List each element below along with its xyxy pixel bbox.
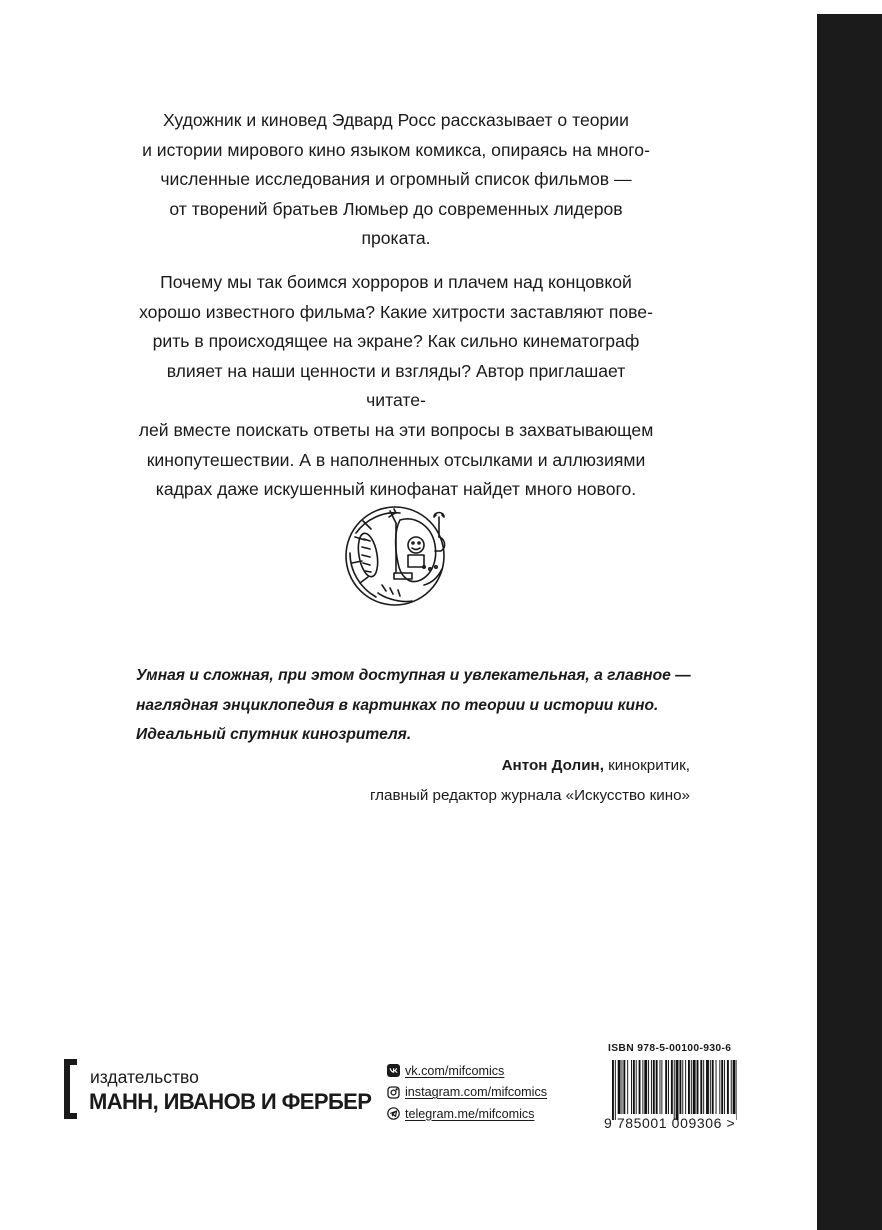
barcode-bar <box>648 1060 649 1114</box>
barcode-bar <box>731 1060 732 1114</box>
description-paragraph-1: Художник и киновед Эдвард Росс рассказывает о теории и истории мирового кино языком комикса, опираясь на много- численные исследования и огромный список фильмов — от творений братьев Люмьер до современных лидеров проката. <box>142 110 650 249</box>
barcode-bar <box>703 1060 704 1114</box>
barcode-bar <box>691 1060 692 1114</box>
barcode-bar <box>612 1060 614 1120</box>
barcode-bar <box>656 1060 658 1114</box>
barcode-bar <box>682 1060 683 1114</box>
barcode-bar <box>700 1060 702 1114</box>
quote-author: Антон Долин, <box>501 757 604 774</box>
social-link-telegram[interactable]: telegram.me/mifcomics <box>387 1103 547 1124</box>
barcode-bar <box>639 1060 641 1114</box>
barcode-bar <box>724 1060 725 1114</box>
barcode-bar <box>676 1060 679 1120</box>
barcode-bar <box>716 1060 717 1114</box>
publisher-label: издательство <box>90 1067 199 1087</box>
barcode-bar <box>668 1060 669 1114</box>
rolling-robot-illustration <box>338 493 478 615</box>
book-description <box>136 106 656 505</box>
barcode-bar <box>710 1060 711 1114</box>
barcode-bar <box>712 1060 714 1114</box>
barcode-bar <box>660 1060 661 1114</box>
barcode-bar <box>651 1060 652 1114</box>
barcode-bar <box>631 1060 632 1114</box>
barcode-bar <box>721 1060 723 1114</box>
isbn-digits: 9 785001 009306 > <box>604 1115 736 1131</box>
barcode-bar <box>697 1060 699 1114</box>
barcode-bar <box>674 1060 675 1120</box>
description-paragraph-2: Почему мы так боимся хорроров и плачем над концовкой хорошо известного фильма? Какие хитрости заставляют пове- рить в происходящее на экране? Как сильно кинематограф влияет на наши ценности и взгляды? Автор приглашает читате- лей вместе поискать ответы на эти вопросы в захватывающем кинопутешествии. А в наполненных отсылками и аллюзиями кадрах даже искушенный кинофанат найдет много нового. <box>138 271 654 500</box>
barcode-bar <box>736 1060 737 1120</box>
barcode-bar <box>719 1060 720 1114</box>
barcode-bar <box>688 1060 690 1114</box>
isbn-label: ISBN 978-5-00100-930-6 <box>608 1043 732 1054</box>
barcode-bar <box>644 1060 647 1114</box>
barcode-bar <box>636 1060 637 1114</box>
barcode-bar <box>627 1060 628 1114</box>
barcode-bar <box>615 1060 616 1120</box>
barcode-bar <box>679 1060 681 1114</box>
social-link-instagram[interactable]: instagram.com/mifcomics <box>387 1082 547 1103</box>
barcode-bar <box>661 1060 662 1114</box>
instagram-icon <box>387 1086 400 1099</box>
isbn-barcode <box>612 1060 737 1120</box>
quote-attribution <box>300 751 690 810</box>
telegram-icon <box>387 1107 400 1120</box>
barcode-bar <box>733 1060 736 1114</box>
barcode-bar <box>665 1060 667 1114</box>
barcode-bar <box>653 1060 655 1114</box>
book-spine <box>817 14 882 1230</box>
barcode-bar <box>693 1060 696 1114</box>
barcode-bar <box>622 1060 623 1114</box>
social-link-vk[interactable]: vk.com/mifcomics <box>387 1060 547 1081</box>
quote-author-role: кинокритик, <box>603 757 690 774</box>
social-links <box>387 1060 547 1125</box>
barcode-bar <box>727 1060 729 1114</box>
publisher-name: МАНН, ИВАНОВ И ФЕРБЕР <box>89 1089 372 1114</box>
barcode-bar <box>623 1060 625 1114</box>
barcode-bar <box>633 1060 635 1114</box>
barcode-bar <box>642 1060 643 1114</box>
quote-author-position: главный редактор журнала «Искусство кино» <box>369 786 690 804</box>
vk-icon <box>387 1064 400 1077</box>
publisher-bracket-icon <box>64 1059 78 1119</box>
barcode-bar <box>685 1060 686 1114</box>
barcode-bar <box>671 1060 673 1114</box>
barcode-bar <box>706 1060 709 1114</box>
barcode-bar <box>618 1060 621 1114</box>
review-quote: Умная и сложная, при этом доступная и увлекательная, а главное — наглядная энциклопедия в картинках по теории и истории кино. Идеальный спутник кинозрителя. <box>136 667 691 743</box>
